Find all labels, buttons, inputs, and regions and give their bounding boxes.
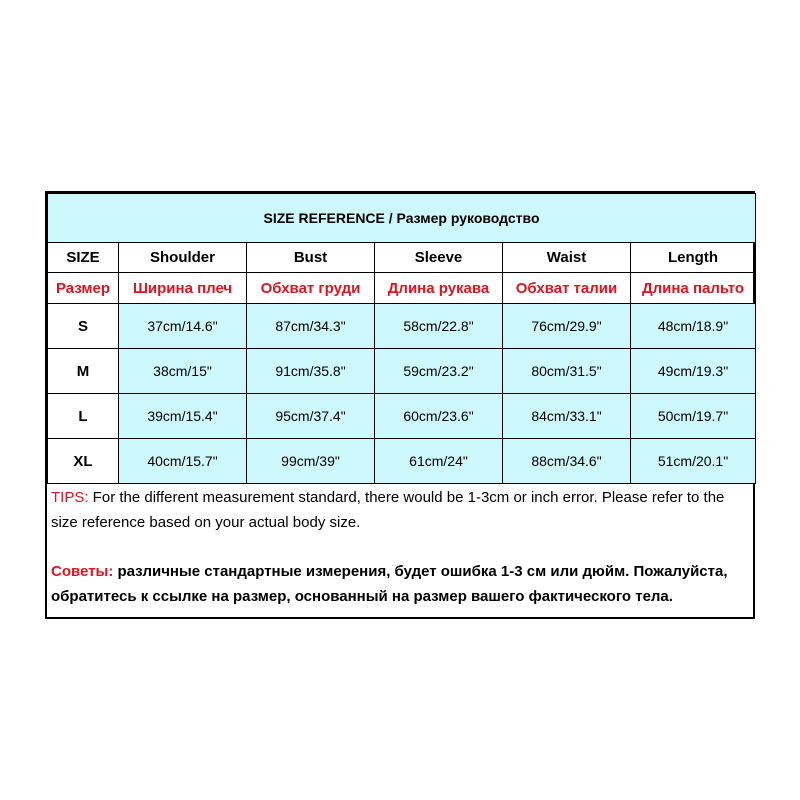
table-title: SIZE REFERENCE / Размер руководство bbox=[48, 194, 756, 243]
size-label: L bbox=[48, 394, 119, 439]
header-row-ru bbox=[48, 273, 756, 304]
notes-section bbox=[47, 484, 753, 617]
col-header-waist: Waist bbox=[503, 243, 631, 273]
col-header-bust-ru: Обхват груди bbox=[247, 273, 375, 304]
table-cell: 40cm/15.7" bbox=[119, 439, 247, 484]
table-cell: 39cm/15.4" bbox=[119, 394, 247, 439]
col-header-length-ru: Длина пальто bbox=[631, 273, 756, 304]
table-cell: 61cm/24" bbox=[375, 439, 503, 484]
table-cell: 49cm/19.3" bbox=[631, 349, 756, 394]
tips-note bbox=[51, 485, 749, 535]
col-header-shoulder-ru: Ширина плеч bbox=[119, 273, 247, 304]
tips-text-ru: различные стандартные измерения, будет ошибка 1-3 см или дюйм. Пожалуйста, обратитесь к ссылке на размер, основанный на размер вашего фактического тела. bbox=[51, 563, 728, 605]
table-cell: 99cm/39" bbox=[247, 439, 375, 484]
table-cell: 76cm/29.9" bbox=[503, 304, 631, 349]
tips-text: For the different measurement standard, there would be 1-3cm or inch error. Please refer to the size reference based on your actual body size. bbox=[51, 489, 725, 531]
tips-label: TIPS: bbox=[51, 489, 89, 506]
col-header-sleeve-ru: Длина рукава bbox=[375, 273, 503, 304]
header-row-en bbox=[48, 243, 756, 273]
table-row bbox=[48, 394, 756, 439]
col-header-waist-ru: Обхват талии bbox=[503, 273, 631, 304]
table-cell: 80cm/31.5" bbox=[503, 349, 631, 394]
col-header-shoulder: Shoulder bbox=[119, 243, 247, 273]
col-header-size: SIZE bbox=[48, 243, 119, 273]
table-cell: 48cm/18.9" bbox=[631, 304, 756, 349]
col-header-length: Length bbox=[631, 243, 756, 273]
table-cell: 50cm/19.7" bbox=[631, 394, 756, 439]
table-cell: 38cm/15" bbox=[119, 349, 247, 394]
size-label: M bbox=[48, 349, 119, 394]
table-cell: 51cm/20.1" bbox=[631, 439, 756, 484]
tips-label-ru: Советы: bbox=[51, 563, 114, 580]
col-header-sleeve: Sleeve bbox=[375, 243, 503, 273]
size-label: XL bbox=[48, 439, 119, 484]
table-cell: 95cm/37.4" bbox=[247, 394, 375, 439]
table-cell: 37cm/14.6" bbox=[119, 304, 247, 349]
size-chart bbox=[45, 191, 755, 619]
col-header-bust: Bust bbox=[247, 243, 375, 273]
table-row bbox=[48, 304, 756, 349]
table-row bbox=[48, 439, 756, 484]
table-cell: 88cm/34.6" bbox=[503, 439, 631, 484]
table-cell: 84cm/33.1" bbox=[503, 394, 631, 439]
table-cell: 60cm/23.6" bbox=[375, 394, 503, 439]
table-cell: 91cm/35.8" bbox=[247, 349, 375, 394]
table-cell: 58cm/22.8" bbox=[375, 304, 503, 349]
tips-note-ru bbox=[51, 559, 749, 609]
size-table bbox=[47, 193, 756, 484]
table-cell: 59cm/23.2" bbox=[375, 349, 503, 394]
table-row bbox=[48, 349, 756, 394]
table-cell: 87cm/34.3" bbox=[247, 304, 375, 349]
size-label: S bbox=[48, 304, 119, 349]
col-header-size-ru: Размер bbox=[48, 273, 119, 304]
